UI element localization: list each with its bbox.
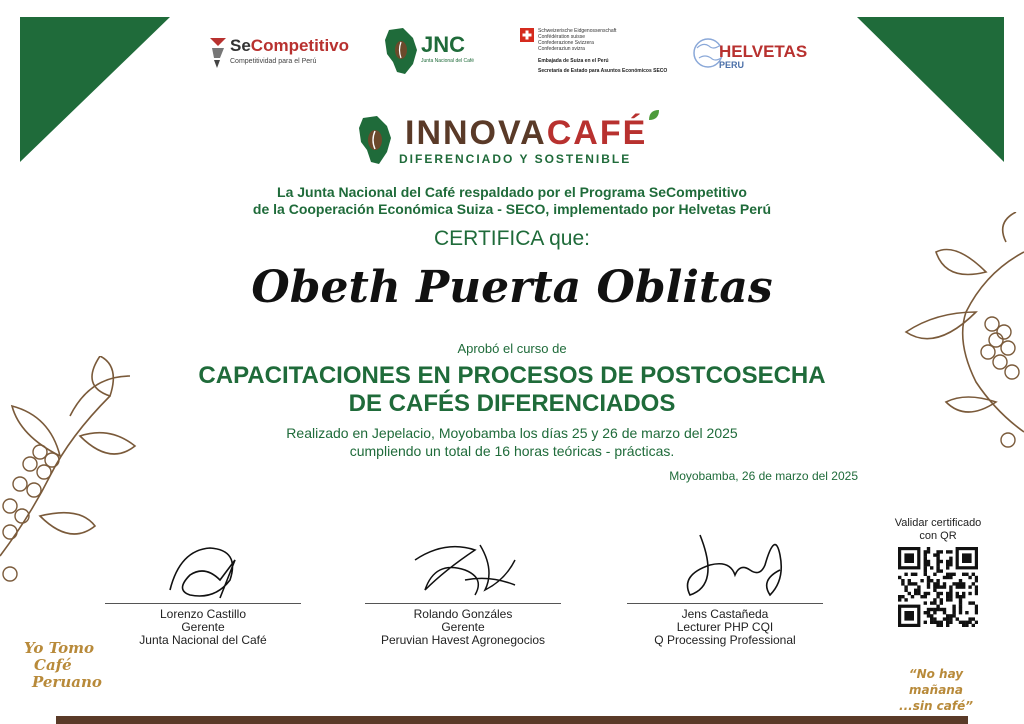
secompetitivo-suffix: Competitivo — [250, 36, 350, 55]
coffee-branch-left-illustration — [0, 356, 140, 586]
course-details — [0, 424, 1024, 460]
helvetas-country: PERU — [719, 60, 745, 70]
signatory-1-title: Gerente — [181, 620, 225, 634]
course-title — [0, 362, 1024, 418]
footer-slogan — [880, 666, 992, 714]
footer-slogan-line-2: ...sin café” — [899, 699, 973, 713]
helvetas-logo — [693, 36, 823, 72]
signatory-2-name: Rolando Gonzáles — [413, 607, 513, 621]
peru-map-coffee-brand-icon — [357, 116, 393, 166]
top-right-corner-triangle — [857, 17, 1004, 162]
signatory-2-org: Peruvian Havest Agronegocios — [380, 633, 546, 647]
signature-line-1 — [105, 603, 301, 604]
swiss-confederation-logo — [520, 28, 680, 78]
signatory-1-org: Junta Nacional del Café — [139, 633, 267, 647]
signatory-1 — [93, 608, 313, 647]
brand-part-2: CAFÉ — [546, 114, 648, 152]
secompetitivo-emblem-icon — [208, 36, 228, 68]
innovacafe-logo — [357, 112, 677, 170]
footer-logo-line-3: Peruano — [32, 673, 102, 691]
peru-map-coffee-icon — [383, 28, 419, 76]
secompetitivo-prefix: Se — [230, 36, 251, 55]
signatory-3-org: Q Processing Professional — [654, 633, 796, 647]
jnc-logo-text: JNC — [421, 32, 466, 57]
yo-tomo-cafe-logo — [24, 639, 102, 708]
swiss-line-1: Schweizerische Eidgenossenschaft — [538, 28, 617, 34]
qr-label-line-1: Validar certificado — [894, 517, 982, 529]
signature-2-graphic — [405, 530, 525, 602]
swiss-seco: Secretaría de Estado para Asuntos Económicos SECO — [538, 68, 668, 74]
swiss-flag-icon — [520, 28, 534, 42]
details-line-1: Realizado en Jepelacio, Moyobamba los días 25 y 26 de marzo del 2025 — [286, 425, 738, 441]
course-line-1: CAPACITACIONES EN PROCESOS DE POSTCOSECHA — [198, 362, 826, 389]
signatory-2-title: Gerente — [441, 620, 485, 634]
intro-line-2: de la Cooperación Económica Suiza - SECO, implementado por Helvetas Perú — [252, 201, 772, 217]
intro-text — [0, 184, 1024, 218]
details-line-2: cumpliendo un total de 16 horas teóricas - prácticas. — [349, 443, 675, 459]
swiss-line-4: Confederaziun svizra — [538, 46, 585, 52]
qr-label-line-2: con QR — [919, 530, 957, 542]
swiss-line-2: Confédération suisse — [538, 34, 585, 40]
approved-text: Aprobó el curso de — [457, 341, 567, 356]
leaf-icon — [647, 108, 661, 122]
signature-line-3 — [627, 603, 823, 604]
coffee-branch-right-illustration — [896, 212, 1024, 452]
footer-logo-line-1: Yo Tomo — [24, 639, 94, 657]
signatory-2 — [353, 608, 573, 647]
footer-logo-line-2: Café — [34, 656, 72, 674]
signature-3-graphic — [680, 525, 800, 605]
jnc-logo — [383, 28, 483, 78]
brand-part-1: INNOVA — [405, 114, 547, 152]
intro-line-1: La Junta Nacional del Café respaldado por el Programa SeCompetitivo — [277, 184, 747, 200]
issue-date: Moyobamba, 26 de marzo del 2025 — [669, 469, 858, 483]
signature-line-2 — [365, 603, 561, 604]
signatory-3-name: Jens Castañeda — [681, 607, 769, 621]
secompetitivo-tagline: Competitividad para el Perú — [230, 58, 317, 65]
signatory-1-name: Lorenzo Castillo — [159, 607, 247, 621]
qr-code[interactable] — [898, 547, 978, 627]
jnc-tagline: Junta Nacional del Café — [421, 58, 475, 64]
swiss-embassy: Embajada de Suiza en el Perú — [538, 58, 609, 64]
recipient-name: Obeth Puerta Oblitas — [251, 262, 773, 313]
footer-slogan-line-1: “No hay mañana — [908, 667, 964, 697]
bottom-brown-bar — [56, 716, 968, 724]
swiss-line-3: Confederazione Svizzera — [538, 40, 594, 46]
signature-1-graphic — [160, 540, 250, 602]
qr-label — [880, 517, 996, 543]
course-line-2: DE CAFÉS DIFERENCIADOS — [348, 390, 676, 417]
helvetas-logo-text: HELVETAS — [719, 42, 808, 61]
signatory-3 — [615, 608, 835, 647]
top-left-corner-triangle — [20, 17, 170, 162]
brand-subtitle: DIFERENCIADO Y SOSTENIBLE — [399, 152, 632, 166]
certifica-heading: CERTIFICA que: — [433, 227, 590, 250]
secompetitivo-logo — [208, 34, 350, 74]
signatory-3-title: Lecturer PHP CQI — [676, 620, 774, 634]
